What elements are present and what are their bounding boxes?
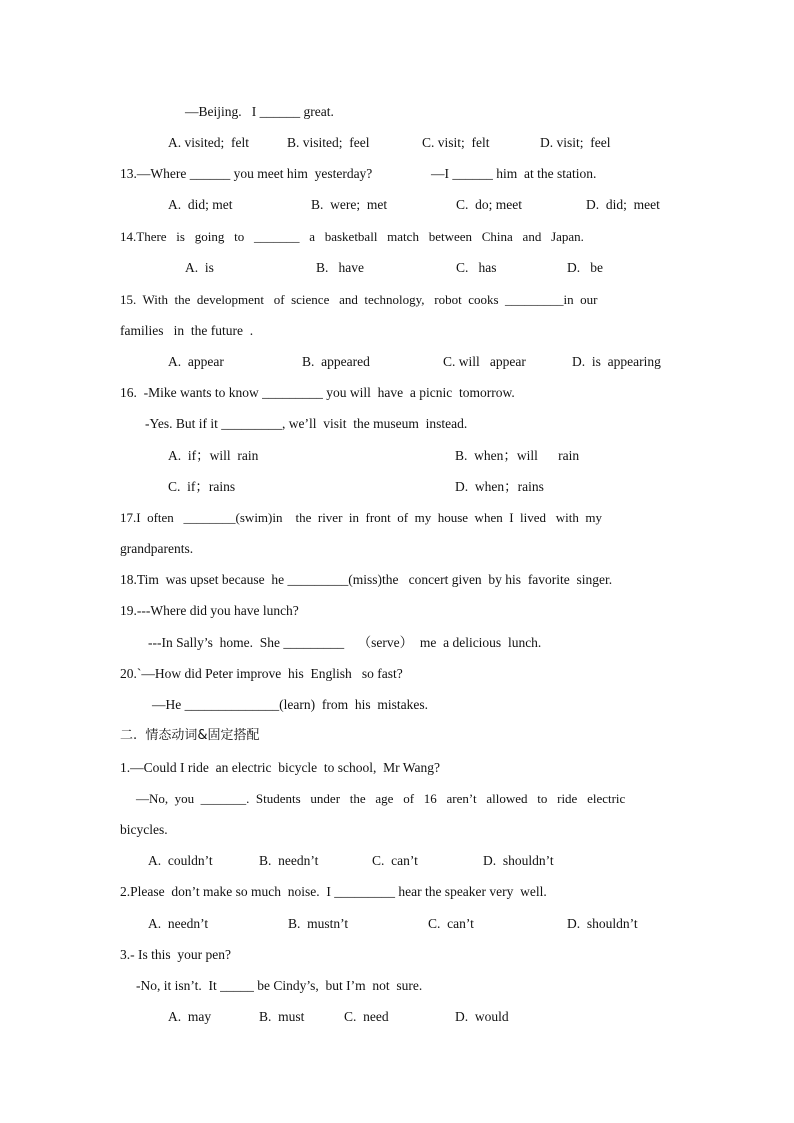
q15-option-a: A. appear [168, 354, 224, 369]
q16-option-a: A. if；will rain [168, 448, 259, 463]
q20-question: 20.`—How did Peter improve his English so fast? [120, 666, 403, 681]
q12-option-a: A. visited; felt [168, 135, 249, 150]
q13-option-d: D. did; meet [586, 197, 660, 212]
q15-option-d: D. is appearing [572, 354, 661, 369]
q15-option-b: B. appeared [302, 354, 370, 369]
s2-q3-reply: -No, it isn’t. It _____ be Cindy’s, but I’m not sure. [136, 978, 423, 993]
s2-q1-option-b: B. needn’t [259, 853, 319, 868]
q16-option-c: C. if；rains [168, 479, 236, 494]
q13-option-a: A. did; met [168, 197, 233, 212]
s2-q2-question: 2.Please don’t make so much noise. I _________ hear the speaker very well. [120, 884, 547, 899]
s2-q2-option-c: C. can’t [428, 916, 474, 931]
s2-q2-option-a: A. needn’t [148, 916, 209, 931]
s2-q1-reply-line1: —No, you _______. Students under the age of 16 aren’t allowed to ride electric [136, 791, 626, 806]
q14-question: 14.There is going to _______ a basketball match between China and Japan. [120, 229, 584, 244]
q14-option-d: D. be [567, 260, 603, 275]
s2-q1-option-a: A. couldn’t [148, 853, 213, 868]
s2-q1-question: 1.—Could I ride an electric bicycle to school, Mr Wang? [120, 760, 440, 775]
q17-question-line2: grandparents. [120, 541, 194, 556]
q12-answer-line: —Beijing. I ______ great. [185, 104, 334, 119]
section-heading: 二. 情态动词&固定搭配 [120, 728, 260, 743]
q13-answer: —I ______ him at the station. [431, 166, 597, 181]
q14-option-c: C. has [456, 260, 497, 275]
q14-option-a: A. is [185, 260, 214, 275]
q16-option-b: B. when；will rain [455, 448, 580, 463]
q16-reply: -Yes. But if it _________, we’ll visit the museum instead. [145, 416, 468, 431]
q15-option-c: C. will appear [443, 354, 526, 369]
q12-option-d: D. visit; feel [540, 135, 611, 150]
q17-question-line1: 17.I often ________(swim)in the river in front of my house when I lived with my [120, 510, 603, 525]
s2-q3-option-d: D. would [455, 1009, 509, 1024]
s2-q1-reply-line2: bicycles. [120, 822, 168, 837]
s2-q3-question: 3.- Is this your pen? [120, 947, 231, 962]
s2-q1-option-c: C. can’t [372, 853, 418, 868]
q18-question: 18.Tim was upset because he _________(miss)the concert given by his favorite singer. [120, 572, 613, 587]
s2-q3-option-c: C. need [344, 1009, 389, 1024]
s2-q2-option-d: D. shouldn’t [567, 916, 638, 931]
s2-q3-option-b: B. must [259, 1009, 305, 1024]
q19-answer: ---In Sally’s home. She _________ （serve） me a delicious lunch. [148, 635, 542, 650]
q19-question: 19.---Where did you have lunch? [120, 603, 299, 618]
q12-option-c: C. visit; felt [422, 135, 490, 150]
q12-option-b: B. visited; feel [287, 135, 370, 150]
q13-option-c: C. do; meet [456, 197, 522, 212]
q15-question-line1: 15. With the development of science and technology, robot cooks _________in our [120, 292, 598, 307]
q15-question-line2: families in the future . [120, 323, 254, 338]
q16-question: 16. -Mike wants to know _________ you will have a picnic tomorrow. [120, 385, 515, 400]
q13-question: 13.—Where ______ you meet him yesterday? [120, 166, 373, 181]
s2-q3-option-a: A. may [168, 1009, 212, 1024]
q16-option-d: D. when；rains [455, 479, 544, 494]
s2-q1-option-d: D. shouldn’t [483, 853, 554, 868]
q14-option-b: B. have [316, 260, 364, 275]
s2-q2-option-b: B. mustn’t [288, 916, 349, 931]
q20-answer: —He ______________(learn) from his mistakes. [152, 697, 428, 712]
q13-option-b: B. were; met [311, 197, 388, 212]
